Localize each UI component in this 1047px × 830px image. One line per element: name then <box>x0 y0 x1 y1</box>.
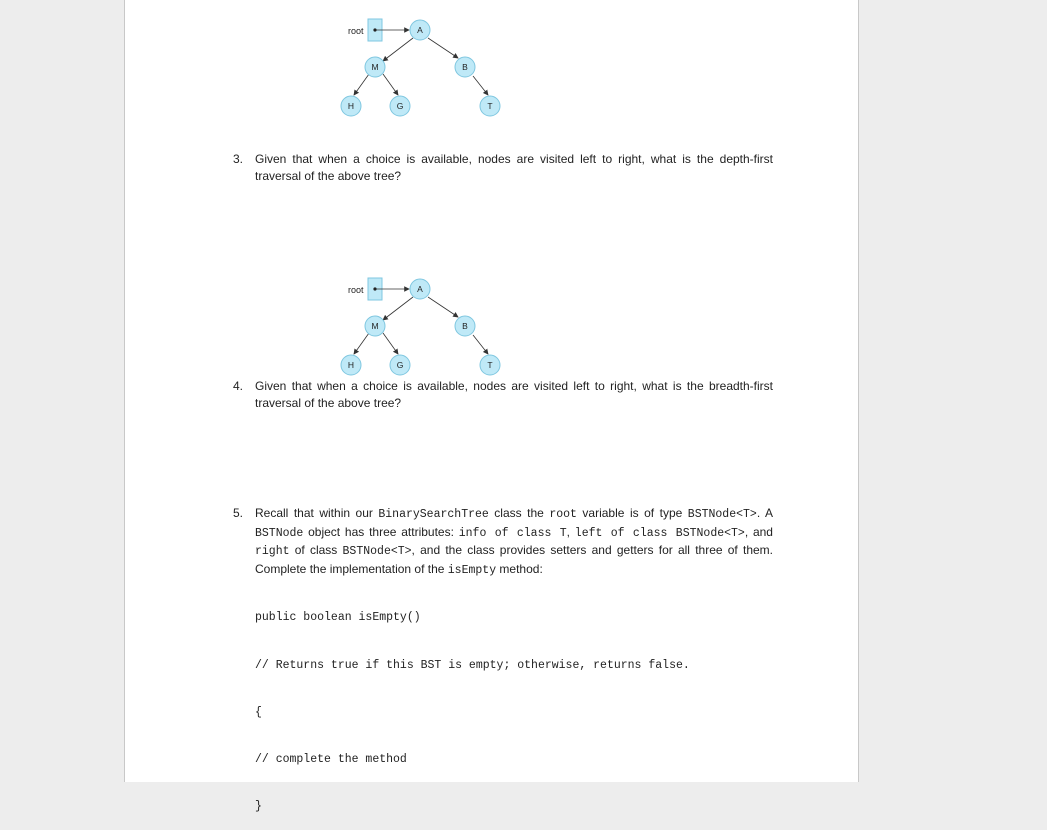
tree-node <box>480 355 500 375</box>
svg-text:B: B <box>462 62 468 72</box>
edge-m-h <box>354 333 369 354</box>
question-text: Given that when a choice is available, nodes are visited left to right, what is the depth-first traversal of the above tree? <box>255 152 773 183</box>
edge-m-h <box>354 74 369 95</box>
svg-text:H: H <box>347 360 355 370</box>
code-term: isEmpty <box>447 563 497 577</box>
svg-text:T: T <box>487 360 493 370</box>
question-4 <box>233 378 773 411</box>
svg-text:T: T <box>487 101 493 111</box>
edge-a-b <box>428 297 458 317</box>
tree-node <box>455 57 475 77</box>
question-number: 5. <box>233 506 244 520</box>
svg-text:G: G <box>396 101 404 111</box>
svg-text:B: B <box>462 321 468 331</box>
tree-node <box>365 316 385 336</box>
question-3 <box>233 151 773 184</box>
tree-diagram-2 <box>330 271 520 381</box>
tree-node <box>390 96 410 116</box>
tree-node <box>455 316 475 336</box>
tree-node <box>365 57 385 77</box>
root-label: root <box>348 285 364 295</box>
code-term: BSTNode<T> <box>687 508 757 521</box>
question-text: Recall that within our BinarySearchTree class the root variable is of type BSTNode<T>. A BSTNode object has three attributes: info of class T, left of class BSTNode<T>, and right of class BSTNode<T>, and the class provides setters and getters for all three of them. Complete the implementation of the isEmpty method: <box>255 506 774 577</box>
code-term: BinarySearchTree <box>378 508 489 521</box>
edge-b-t <box>473 335 488 354</box>
svg-text:H: H <box>347 101 355 111</box>
tree-node <box>410 279 430 299</box>
svg-text:M: M <box>371 321 379 331</box>
svg-text:M: M <box>371 62 379 72</box>
code-term: BSTNode <box>255 526 304 540</box>
root-label: root <box>348 26 364 36</box>
svg-text:A: A <box>417 284 423 294</box>
question-5 <box>233 505 773 579</box>
tree-node <box>341 96 361 116</box>
code-term: info of class T <box>458 526 567 540</box>
code-line: // complete the method <box>255 752 407 766</box>
code-term: root <box>549 508 577 521</box>
question-number: 4. <box>233 379 244 393</box>
edge-m-g <box>383 74 398 95</box>
code-term: BSTNode<T> <box>342 545 412 558</box>
code-term: left of class BSTNode<T> <box>574 526 745 540</box>
code-block <box>255 579 690 830</box>
tree-node <box>480 96 500 116</box>
question-number: 3. <box>233 152 244 166</box>
question-text: Given that when a choice is available, nodes are visited left to right, what is the breadth-first traversal of the above tree? <box>255 379 773 410</box>
tree-node <box>410 20 430 40</box>
svg-text:G: G <box>396 360 404 370</box>
edge-b-t <box>473 76 488 95</box>
edge-a-m <box>383 38 413 61</box>
edge-m-g <box>383 333 398 354</box>
tree-node <box>341 355 361 375</box>
code-line: public boolean isEmpty() <box>255 611 421 625</box>
edge-a-m <box>383 297 413 320</box>
code-line: { <box>255 705 262 719</box>
svg-text:A: A <box>417 25 423 35</box>
tree-node <box>390 355 410 375</box>
edge-a-b <box>428 38 458 58</box>
code-line: // Returns true if this BST is empty; otherwise, returns false. <box>255 658 690 672</box>
tree-diagram-1 <box>330 12 520 122</box>
code-line: } <box>255 799 262 813</box>
code-term: right <box>255 545 290 558</box>
